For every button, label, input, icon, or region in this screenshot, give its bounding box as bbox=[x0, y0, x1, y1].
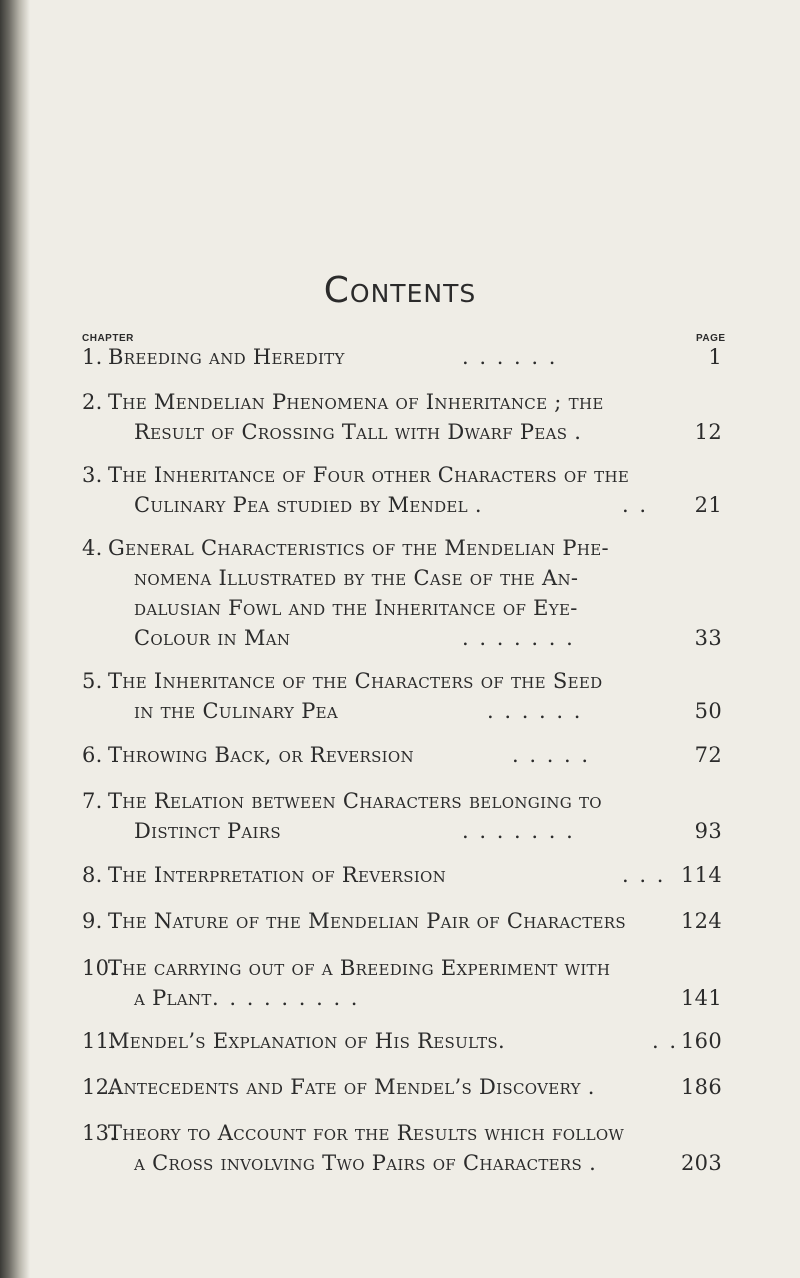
page-number: 93 bbox=[694, 819, 722, 843]
entry-line bbox=[82, 342, 722, 372]
dot-leader: . . . . . . bbox=[462, 345, 558, 369]
entry-line bbox=[82, 490, 722, 520]
toc-entry[interactable] bbox=[82, 953, 722, 1013]
entry-line bbox=[82, 1148, 722, 1178]
chapter-title-line: Theory to Account for the Results which follow bbox=[108, 1121, 625, 1145]
entry-line bbox=[82, 786, 722, 816]
chapter-title-line: The Mendelian Phenomena of Inheritance ; the bbox=[108, 390, 604, 414]
entry-line bbox=[82, 696, 722, 726]
chapter-title-line: Distinct Pairs bbox=[134, 819, 281, 843]
toc-entry[interactable] bbox=[82, 860, 722, 890]
chapter-title-line: Result of Crossing Tall with Dwarf Peas . bbox=[134, 420, 582, 444]
chapter-title-line: Throwing Back, or Reversion bbox=[108, 743, 414, 767]
chapter-title-line: Colour in Man bbox=[134, 626, 291, 650]
chapter-title-line: Antecedents and Fate of Mendel’s Discovery . bbox=[108, 1075, 595, 1099]
dot-leader: . . . . . . bbox=[487, 699, 583, 723]
chapter-title-line: dalusian Fowl and the Inheritance of Eye- bbox=[134, 596, 578, 620]
chapter-title-line: nomena Illustrated by the Case of the An- bbox=[134, 566, 579, 590]
chapter-number: 12. bbox=[82, 1075, 117, 1099]
chapter-title-line: The Inheritance of Four other Characters of the bbox=[108, 463, 630, 487]
entry-line bbox=[82, 1118, 722, 1148]
chapter-title-line: The carrying out of a Breeding Experiment with bbox=[108, 956, 611, 980]
chapter-title-line: The Inheritance of the Characters of the Seed bbox=[108, 669, 603, 693]
chapter-title-line: General Characteristics of the Mendelian Phe- bbox=[108, 536, 609, 560]
chapter-number: 11. bbox=[82, 1029, 117, 1053]
page-number: 12 bbox=[694, 420, 722, 444]
toc-entry[interactable] bbox=[82, 906, 722, 936]
chapter-title-line: The Nature of the Mendelian Pair of Characters bbox=[108, 909, 626, 933]
chapter-number: 8. bbox=[82, 863, 103, 887]
entry-line bbox=[82, 460, 722, 490]
toc-entry[interactable] bbox=[82, 1026, 722, 1056]
entry-line bbox=[82, 593, 722, 623]
chapter-number: 13. bbox=[82, 1121, 117, 1145]
chapter-number: 3. bbox=[82, 463, 103, 487]
page-number: 33 bbox=[694, 626, 722, 650]
entry-line bbox=[82, 533, 722, 563]
page-number: 114 bbox=[681, 863, 722, 887]
entry-line bbox=[82, 563, 722, 593]
chapter-title-line: a Cross involving Two Pairs of Characters . bbox=[134, 1151, 597, 1175]
page-number: 186 bbox=[681, 1075, 722, 1099]
chapter-title-line: Mendel’s Explanation of His Results. bbox=[108, 1029, 505, 1053]
entry-line bbox=[82, 816, 722, 846]
dot-leader: . . . . . . . bbox=[462, 819, 575, 843]
chapter-number: 4. bbox=[82, 536, 103, 560]
chapter-number: 5. bbox=[82, 669, 103, 693]
toc-entry[interactable] bbox=[82, 533, 722, 653]
chapter-title-line: The Relation between Characters belonging to bbox=[108, 789, 602, 813]
chapter-number: 2. bbox=[82, 390, 103, 414]
entry-line bbox=[82, 623, 722, 653]
chapter-column-label: CHAPTER bbox=[82, 333, 134, 344]
toc-entry[interactable] bbox=[82, 740, 722, 770]
page-number: 72 bbox=[694, 743, 722, 767]
toc-entry[interactable] bbox=[82, 786, 722, 846]
chapter-number: 1. bbox=[82, 345, 103, 369]
entry-line bbox=[82, 666, 722, 696]
page-column-label: PAGE bbox=[696, 333, 726, 344]
toc-entry[interactable] bbox=[82, 666, 722, 726]
entry-line bbox=[82, 983, 722, 1013]
page-number: 50 bbox=[694, 699, 722, 723]
dot-leader: . . . . . bbox=[512, 743, 591, 767]
dot-leader: . . . bbox=[622, 863, 666, 887]
entry-line bbox=[82, 740, 722, 770]
toc-entry[interactable] bbox=[82, 342, 722, 372]
chapter-number: 6. bbox=[82, 743, 103, 767]
page-number: 203 bbox=[681, 1151, 722, 1175]
dot-leader: . . bbox=[622, 493, 649, 517]
chapter-title-line: Breeding and Heredity bbox=[108, 345, 345, 369]
dot-leader: . . . . . . . bbox=[462, 626, 575, 650]
dot-leader: . . bbox=[652, 1029, 679, 1053]
chapter-number: 7. bbox=[82, 789, 103, 813]
chapter-title-line: The Interpretation of Reversion bbox=[108, 863, 447, 887]
toc-entry[interactable] bbox=[82, 387, 722, 447]
chapter-number: 9. bbox=[82, 909, 103, 933]
page-binding-shadow bbox=[0, 0, 30, 1278]
page-title: Contents bbox=[323, 270, 477, 311]
page-number: 1 bbox=[708, 345, 722, 369]
entry-line bbox=[82, 387, 722, 417]
toc-entry[interactable] bbox=[82, 460, 722, 520]
toc-entry[interactable] bbox=[82, 1072, 722, 1102]
chapter-title-line: in the Culinary Pea bbox=[134, 699, 339, 723]
page-number: 160 bbox=[681, 1029, 722, 1053]
chapter-title-line: a Plant bbox=[134, 986, 212, 1010]
page-number: 141 bbox=[681, 986, 722, 1010]
entry-line bbox=[82, 860, 722, 890]
page-number: 21 bbox=[694, 493, 722, 517]
entry-line bbox=[82, 417, 722, 447]
entry-line bbox=[82, 906, 722, 936]
chapter-number: 10. bbox=[82, 956, 117, 980]
entry-line bbox=[82, 1026, 722, 1056]
entry-line bbox=[82, 953, 722, 983]
dot-leader: . . . . . . . . . bbox=[212, 986, 360, 1010]
chapter-title-line: Culinary Pea studied by Mendel . bbox=[134, 493, 482, 517]
page-number: 124 bbox=[681, 909, 722, 933]
toc-entry[interactable] bbox=[82, 1118, 722, 1178]
entry-line bbox=[82, 1072, 722, 1102]
